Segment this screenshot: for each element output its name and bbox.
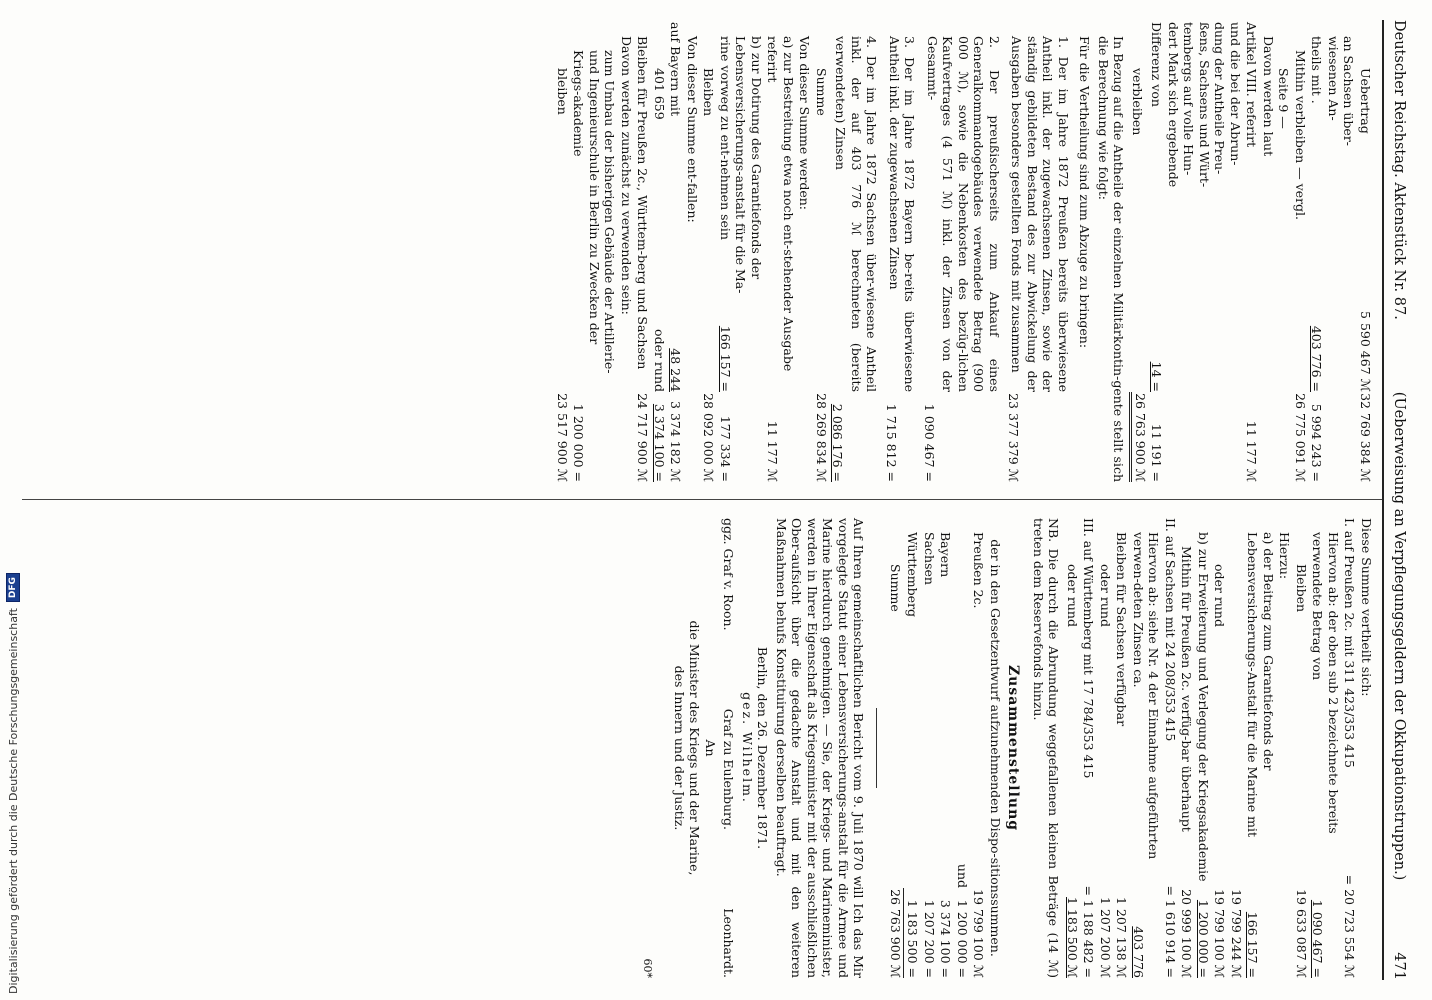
row-label: Sachsen bbox=[922, 532, 937, 585]
amount-row bbox=[1245, 518, 1276, 978]
row-amount: 20 999 100 ℳ bbox=[1179, 889, 1195, 978]
summary-total-row bbox=[888, 518, 905, 978]
row-label: Bleiben für Preußen 2c., Württem-berg und Sachsen bbox=[635, 36, 651, 370]
text-line: Von dieser Summe werden: bbox=[797, 36, 813, 211]
row-label: Bayern bbox=[938, 532, 954, 578]
row-amount: 403 776 = bbox=[1309, 325, 1325, 392]
amount-row bbox=[1310, 518, 1341, 978]
amount-row bbox=[1163, 518, 1179, 978]
amount-row bbox=[652, 22, 668, 482]
fraction-top: 311 423 bbox=[1342, 660, 1358, 713]
summary-row bbox=[905, 518, 921, 978]
row-label: Differenz von bbox=[1149, 22, 1165, 107]
row-amount: 11 191 = bbox=[1149, 423, 1165, 482]
note-paragraph: NB. Die durch die Abrundung weggefallenen kleinen Beträge (14 ℳ) treten dem Reservefonds hinzu. bbox=[1031, 518, 1062, 978]
row-amount: = 1 188 482 = bbox=[1081, 885, 1097, 978]
text-line: Davon werden zunächst zu verwenden sein: bbox=[619, 36, 634, 315]
fraction-top: 24 208 bbox=[1163, 641, 1178, 686]
footer-text: Digitalisierung gefördert durch die Deutsche Forschungsgemeinschaft bbox=[6, 608, 20, 994]
row-label: oder rund bbox=[1098, 564, 1113, 627]
row-amount: 1 200 000 = bbox=[571, 403, 587, 482]
fraction-bottom: 353 415 bbox=[1081, 726, 1097, 779]
row-amount: 3 374 182 ℳ bbox=[668, 401, 684, 482]
row-amount: 28 092 000 ℳ bbox=[701, 393, 717, 482]
amount-row bbox=[1229, 518, 1245, 978]
row-label: Artikel VIII. referirt bbox=[1244, 22, 1260, 148]
row-label: Mithin für Preußen 2c. verfüg-bar überhaupt bbox=[1179, 546, 1195, 832]
amount-row bbox=[1130, 22, 1149, 482]
amount-row bbox=[1212, 518, 1228, 978]
amount-row bbox=[830, 22, 883, 482]
dfg-logo-icon: DFG bbox=[6, 573, 20, 602]
amount-row bbox=[1342, 518, 1358, 978]
row-amount: 23 517 900 ℳ bbox=[555, 393, 570, 482]
left-column bbox=[554, 22, 1375, 482]
fraction-bottom: 353 415 bbox=[1342, 716, 1358, 768]
column-divider bbox=[22, 499, 1382, 500]
address-line: des Innern und der Justiz. bbox=[672, 665, 687, 831]
text-line: ßens, Sachsens und Würt- bbox=[1197, 22, 1212, 188]
text-line: Von dieser Summe ent-fallen: bbox=[685, 36, 700, 223]
amount-row bbox=[1244, 22, 1260, 482]
row-amount: 26 775 091 ℳ bbox=[1293, 393, 1308, 482]
row-amount: 1 183 500 ℳ bbox=[1065, 897, 1080, 978]
header-center: (Ueberweisung an Verpflegungsgeldern der Okkupationstruppen.) bbox=[1391, 391, 1407, 881]
row-amount: 11 177 ℳ bbox=[765, 420, 781, 482]
row-amount: 26 763 900 ℳ bbox=[888, 889, 903, 978]
row-amount: 5 994 243 = bbox=[1309, 403, 1325, 482]
amount-row bbox=[1293, 22, 1309, 482]
row-amount: 24 717 900 ℳ bbox=[635, 393, 651, 482]
row-amount: 11 177 ℳ bbox=[1244, 420, 1260, 482]
row-amount: oder rund bbox=[652, 329, 667, 392]
carry-row bbox=[1358, 22, 1374, 482]
row-label: 4. Der im Jahre 1872 Sachsen über-wiesene Antheil inkl. der auf 403 776 ℳ berechneten (bereits verwendeten) Zinsen bbox=[833, 36, 880, 392]
digitization-footer bbox=[0, 0, 26, 1000]
amount-row bbox=[1098, 518, 1114, 978]
text-line: Hierzu: bbox=[1277, 532, 1293, 580]
row-label: 401 659 bbox=[652, 68, 667, 120]
text-line: dung der Antheile Preu- bbox=[1212, 22, 1228, 175]
row-label: b) zur Dotirung des Garantiefonds der Lebensversicherungs-anstalt für die Ma-rine vorweg zu ent-nehmen sein bbox=[718, 36, 764, 294]
row-label: Mithin verbleiben — vergl. bbox=[1293, 50, 1308, 221]
signature-row bbox=[721, 518, 737, 978]
summary-row bbox=[955, 518, 971, 978]
fraction-top: 17 784 bbox=[1081, 678, 1097, 723]
row-label: Summe bbox=[814, 68, 829, 116]
row-label: a) zur Bestreitung etwa noch ent-stehender Ausgabe referirt bbox=[765, 36, 796, 372]
amount-row bbox=[1081, 518, 1097, 978]
row-label: 3. Der im Jahre 1872 Bayern be-reits überwiesene Antheil inkl. der zugewachsenen Zinsen bbox=[887, 36, 918, 392]
dateline: Berlin, den 26. Dezember 1871. bbox=[755, 646, 771, 850]
row-label: zum Umbau der bisherigen Gebäude der Artillerie- und Ingenieurschule in Berlin zu Zwecken der Kriegs-akademie bbox=[571, 50, 618, 374]
row-amount: 19 799 100 ℳ bbox=[1212, 889, 1228, 978]
amount-row bbox=[814, 22, 830, 482]
row-label: Bleiben bbox=[1294, 564, 1309, 613]
row-amount: 3 374 100 = bbox=[938, 899, 954, 978]
row-label: a) der Beitrag zum Garantiefonds der Lebensversicherungs-Anstalt für die Marine mit bbox=[1245, 532, 1276, 838]
signature-mid: Graf zu Eulenburg. bbox=[721, 708, 737, 831]
amount-row bbox=[635, 22, 651, 482]
text-line: Diese Summe vertheilt sich: bbox=[1359, 518, 1374, 697]
row-amount: 1 090 467 = bbox=[922, 403, 937, 482]
row-amount: 1 200 000 = bbox=[955, 899, 970, 978]
amount-row bbox=[1309, 22, 1325, 482]
text-line: Seite 9 — bbox=[1276, 68, 1292, 129]
row-label: Württemberg bbox=[905, 532, 921, 618]
amount-row bbox=[1114, 518, 1130, 978]
row-label: II. auf Sachsen mit 24 208/353 415 bbox=[1163, 518, 1178, 742]
row-amount: 2 086 176 = bbox=[830, 403, 846, 482]
divider bbox=[877, 708, 878, 788]
amount-row bbox=[571, 22, 618, 482]
row-amount: = 20 723 554 ℳ bbox=[1342, 874, 1358, 978]
section-title: Zusammenstellung bbox=[1005, 664, 1022, 832]
row-label: Hiervon ab: der oben sub 2 bezeichnete bereits verwendete Betrag von bbox=[1310, 532, 1341, 834]
fraction-bottom: 353 415 bbox=[1163, 689, 1178, 742]
page-header bbox=[1382, 20, 1414, 980]
amount-row bbox=[701, 22, 717, 482]
text-line: dert Mark sich ergebende bbox=[1166, 22, 1181, 188]
decree-paragraph: Auf Ihren gemeinschaftlichen Bericht vom 9. Juli 1870 will Ich das Mir vorgelegte Statut einer Lebensversicherungs-anstalt für die Armee und Marine hierdurch genehmigen. — Sie, der Kriegs- und Marineminister, werden in Ihrer Eigenschaft als Kriegsminister mit der ausschließlichen Ober-aufsicht über die gedachte Anstalt und mit den weiteren Maßnahmen behufs Konstituirung derselben beauftragt. bbox=[774, 518, 867, 978]
row-amount: 166 157 = bbox=[1245, 911, 1261, 978]
row-label: I. auf Preußen 2c. mit 311 423/353 415 bbox=[1342, 518, 1358, 768]
row-amount: 19 799 100 ℳ bbox=[971, 889, 987, 978]
right-column bbox=[640, 518, 1374, 978]
amount-row bbox=[718, 22, 765, 482]
row-label: Hiervon ab: siehe Nr. 4 der Einnahme aufgeführten verwen-deten Zinsen ca. bbox=[1131, 532, 1162, 860]
amount-row bbox=[668, 22, 684, 482]
paragraph: Für die Vertheilung sind zum Abzuge zu bringen: bbox=[1077, 36, 1093, 349]
carry-amount-b: 32 769 384 ℳ bbox=[1358, 393, 1373, 482]
row-label: auf Bayern mit bbox=[668, 22, 684, 117]
row-label: III. auf Württemberg mit 17 784/353 415 bbox=[1081, 518, 1097, 779]
row-amount: 3 374 100 = bbox=[652, 403, 667, 482]
row-mid: und bbox=[955, 863, 970, 888]
row-amount: 26 763 900 ℳ bbox=[1130, 392, 1149, 482]
row-label: 1. Der im Jahre 1872 Preußen bereits überwiesene Antheil inkl. der zugewachsenen Zinsen, sowie der ständig gebildeten Bestand des zur Abwickelung der Ausgaben besonders gestellten Fonds mit zusammen bbox=[1009, 36, 1071, 392]
row-label: 2. Der preußischerseits zum Ankauf eines Generalkommandogebäudes verwendete Betrag (900 000 ℳ), sowie die Nebenkosten des bezüg-lichen Kaufvertrages (4 571 ℳ) inkl. der Zinsen von der Gesammt- bbox=[925, 36, 1002, 392]
signature-left: ggz. Graf v. Roon. bbox=[721, 518, 737, 631]
amount-row bbox=[1294, 518, 1310, 978]
page-footnote: 60* bbox=[641, 958, 655, 978]
row-amount: 403 776 bbox=[1131, 926, 1146, 978]
row-amount: 48 244 bbox=[668, 348, 684, 392]
amount-row bbox=[884, 22, 921, 482]
summary-table bbox=[905, 518, 987, 978]
text-line: und die bei der Abrun- bbox=[1228, 22, 1243, 166]
row-amount: 14 = bbox=[1149, 361, 1165, 392]
text-line: Davon werden laut bbox=[1261, 36, 1276, 157]
carry-amount-a: 5 590 467 ℳ bbox=[1358, 311, 1373, 392]
row-label: oder rund bbox=[1065, 564, 1080, 627]
amount-row bbox=[1179, 518, 1195, 978]
carry-label: Uebertrag bbox=[1358, 68, 1373, 134]
row-amount: 1 200 000 = bbox=[1196, 899, 1211, 978]
row-label: Summe bbox=[888, 564, 903, 612]
amount-row bbox=[555, 22, 571, 482]
signature-king: gez. Wilhelm. bbox=[740, 692, 755, 804]
row-label: b) zur Erweiterung und Verlegung der Kriegsakademie bbox=[1196, 532, 1211, 882]
row-label: Bleiben bbox=[701, 68, 717, 117]
page-number: 471 bbox=[1391, 952, 1407, 980]
row-amount: 177 334 = bbox=[718, 415, 733, 482]
text-line: an Sachsen über- bbox=[1341, 36, 1357, 147]
summary-row bbox=[971, 518, 987, 978]
text-line: wiesenen An- bbox=[1326, 36, 1341, 121]
header-left: Deutscher Reichstag. Aktenstück Nr. 87. bbox=[1391, 20, 1407, 320]
row-amount: 19 799 244 ℳ bbox=[1229, 889, 1244, 978]
address-an: An bbox=[703, 739, 718, 757]
row-amount: 28 269 834 ℳ bbox=[814, 393, 829, 482]
row-amount: 1 715 812 = bbox=[884, 403, 899, 482]
summary-row bbox=[938, 518, 954, 978]
signature-right: Leonhardt. bbox=[721, 908, 737, 978]
summary-row bbox=[922, 518, 938, 978]
row-label: bleiben bbox=[555, 68, 570, 115]
amount-row bbox=[1065, 518, 1081, 978]
row-amount: 1 207 200 ℳ bbox=[1098, 897, 1113, 978]
text-line: tembergs auf volle Hun- bbox=[1181, 22, 1197, 176]
row-amount: 23 377 379 ℳ bbox=[1006, 393, 1022, 482]
row-amount: 19 633 087 ℳ bbox=[1294, 889, 1309, 978]
row-label: Bleiben für Sachsen verfügbar bbox=[1114, 532, 1130, 727]
row-label: verbleiben bbox=[1130, 68, 1145, 136]
amount-row bbox=[1196, 518, 1212, 978]
amount-row bbox=[1131, 518, 1162, 978]
amount-row bbox=[765, 22, 796, 482]
row-amount: 1 090 467 = bbox=[1310, 899, 1326, 978]
row-amount: = 1 610 914 = bbox=[1163, 885, 1178, 978]
address-line: die Minister des Kriegs und der Marine, bbox=[687, 620, 703, 876]
amount-row bbox=[922, 22, 1006, 482]
row-amount: 1 183 500 = bbox=[905, 899, 921, 978]
row-label: Preußen 2c. bbox=[971, 532, 987, 609]
row-label: theils mit . bbox=[1309, 36, 1325, 104]
amount-row bbox=[1149, 22, 1165, 482]
paragraph: In Bezug auf die Antheile der einzelnen Militärkontin-gente stellt sich die Berechnung wie folgt: bbox=[1096, 36, 1127, 482]
section-subtitle: der in den Gesetzentwurf aufzunehmenden Dispo-sitionssummen. bbox=[988, 539, 1003, 957]
row-amount: 1 207 138 ℳ bbox=[1114, 897, 1130, 978]
amount-row bbox=[1006, 22, 1074, 482]
row-label: oder rund bbox=[1212, 564, 1228, 627]
row-amount: 1 207 200 = bbox=[922, 899, 937, 978]
row-amount: 166 157 = bbox=[718, 325, 733, 392]
